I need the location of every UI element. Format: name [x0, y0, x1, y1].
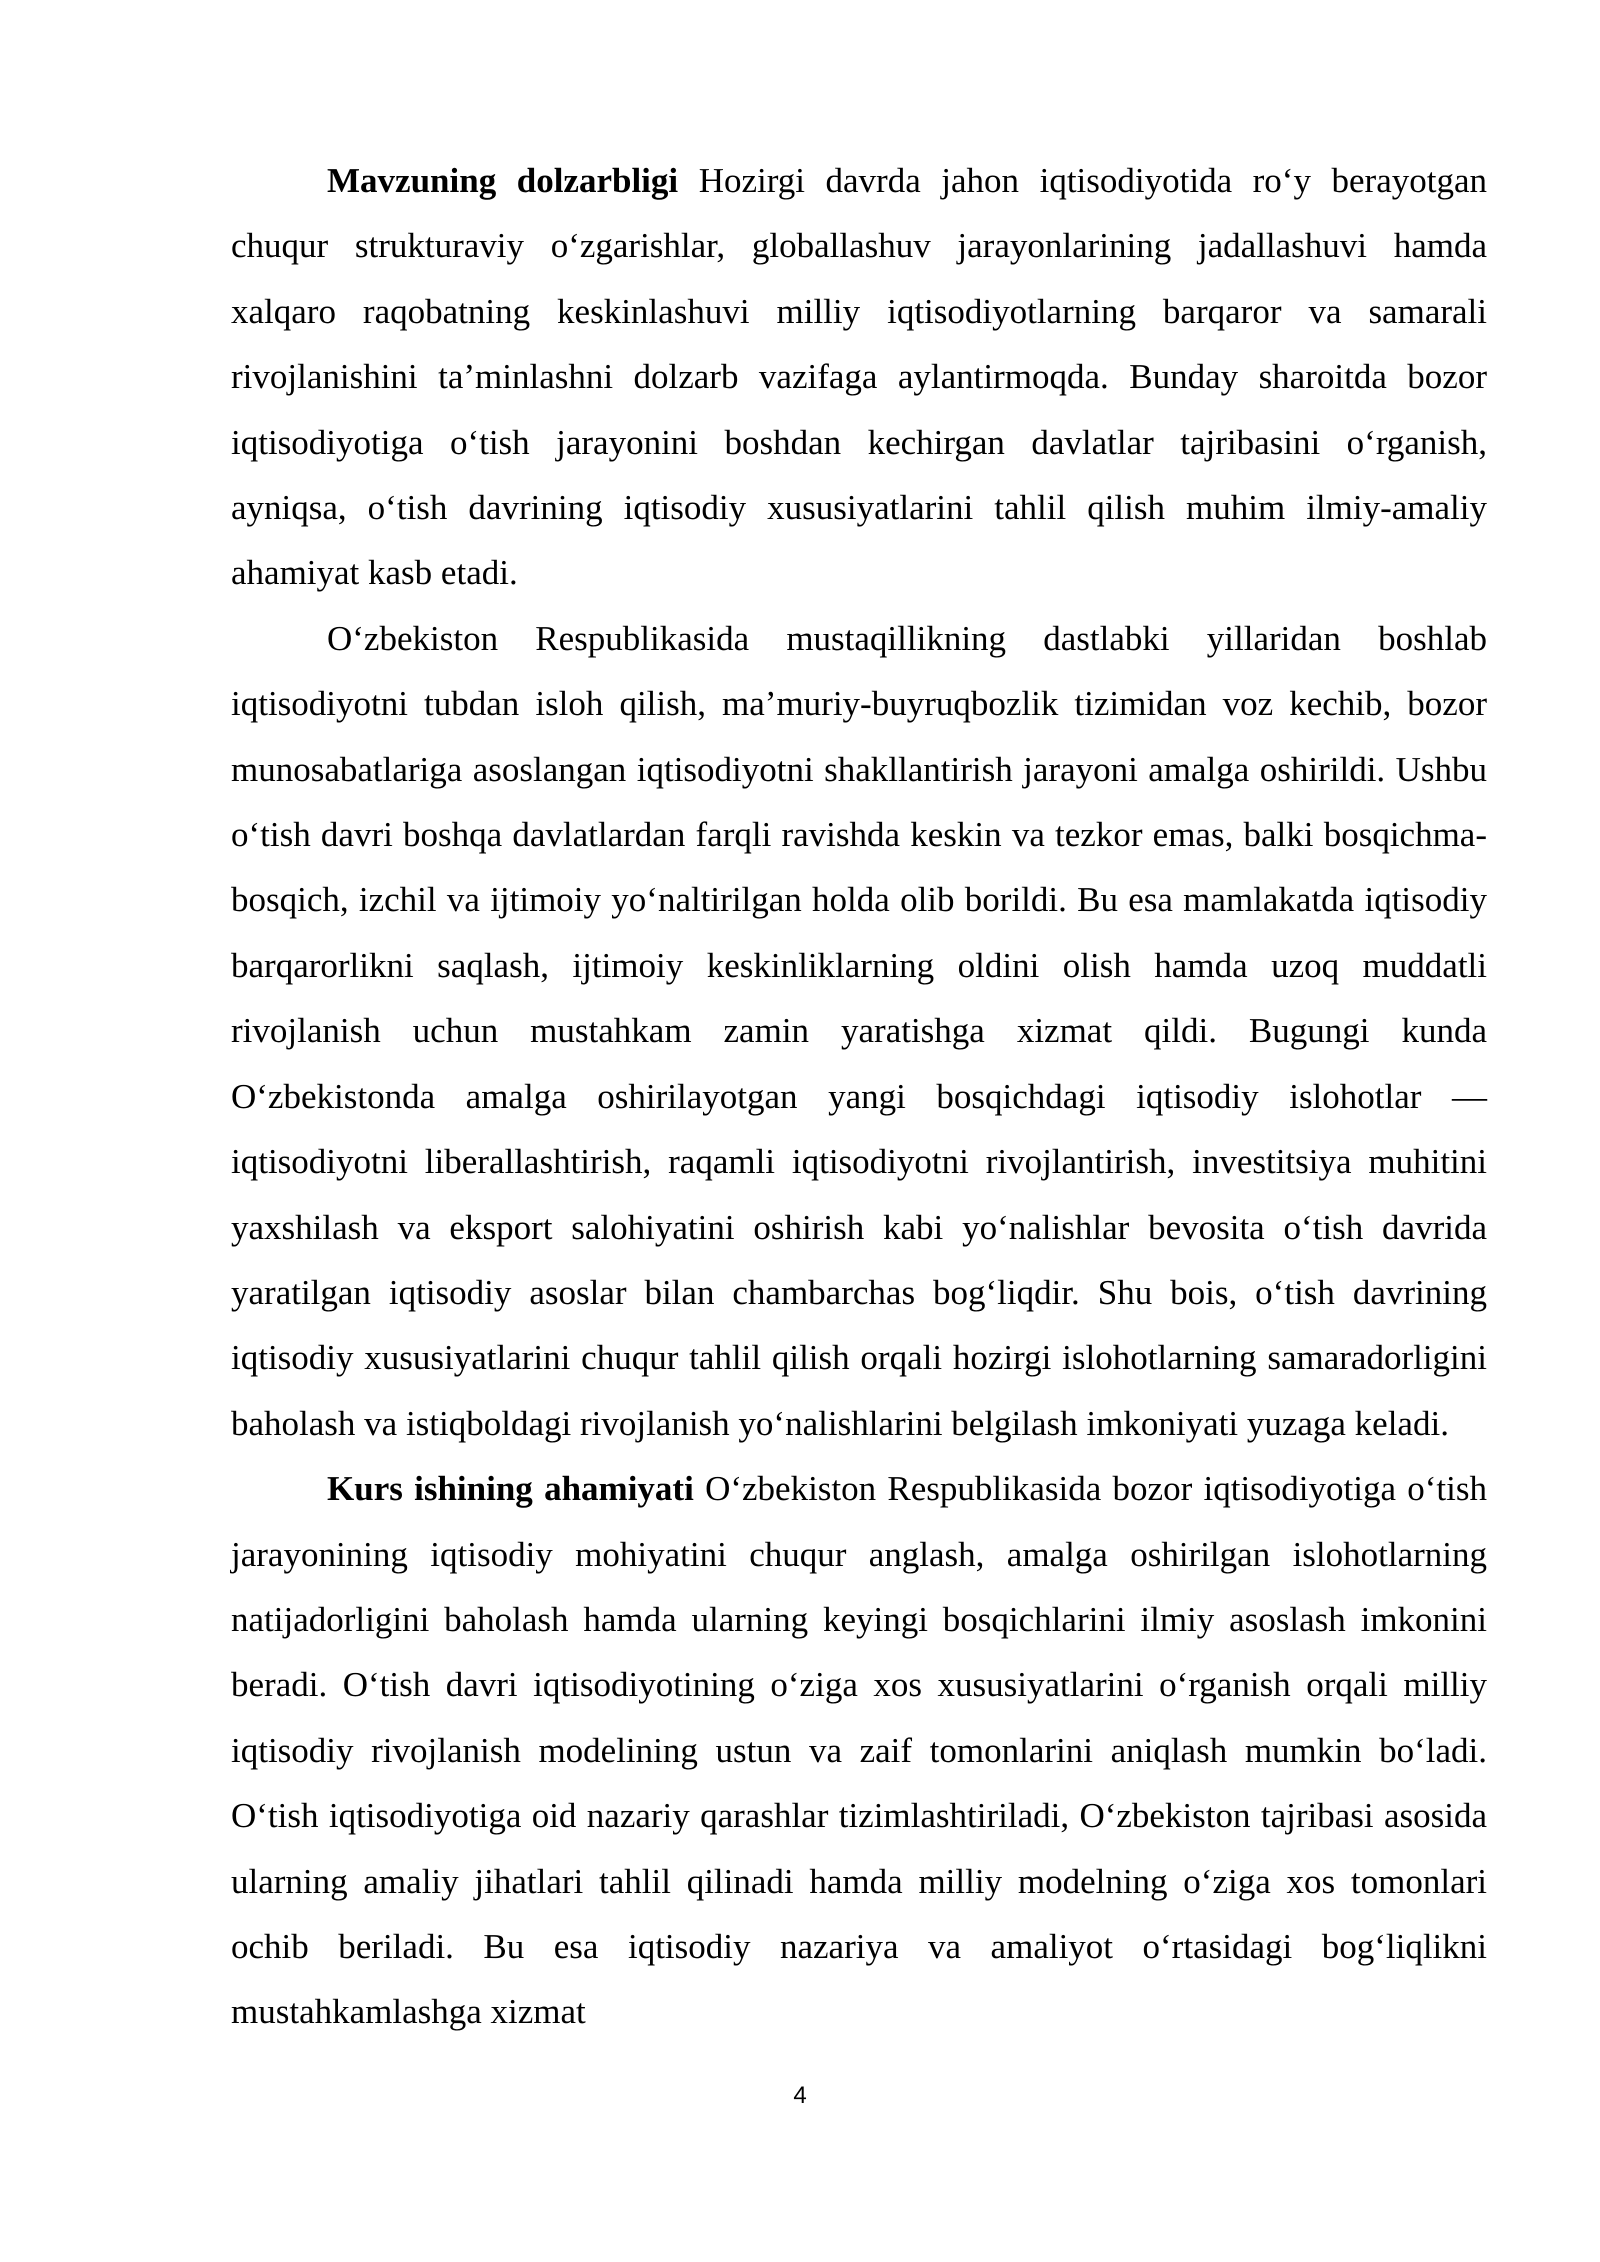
paragraph-relevance [231, 148, 1487, 606]
paragraph-importance-text: O‘zbekiston Respublikasida bozor iqtisodiyotiga o‘tish jarayonining iqtisodiy mohiyatini chuqur anglash, amalga oshirilgan islohotlarning natijadorligini baholash hamda ularning keyingi bosqichlarini ilmiy asoslash imkonini beradi. O‘tish davri iqtisodiyotining o‘ziga xos xususiyatlarini o‘rganish orqali milliy iqtisodiy rivojlanish modelining ustun va zaif tomonlarini aniqlash mumkin bo‘ladi. O‘tish iqtisodiyotiga oid nazariy qarashlar tizimlashtiriladi, O‘zbekiston tajribasi asosida ularning amaliy jihatlari tahlil qilinadi hamda milliy modelning o‘ziga xos tomonlari ochib beriladi. Bu esa iqtisodiy nazariya va amaliyot o‘rtasidagi bog‘liqlikni mustahkamlashga xizmat [231, 1469, 1487, 2032]
heading-mavzuning-dolzarbligi: Mavzuning dolzarbligi [327, 161, 679, 200]
heading-kurs-ishining-ahamiyati: Kurs ishining ahamiyati [327, 1469, 694, 1509]
document-page-body [231, 148, 1487, 2045]
paragraph-uzbekistan-transition [231, 606, 1487, 1456]
paragraph-relevance-text: Hozirgi davrda jahon iqtisodiyotida ro‘y berayotgan chuqur strukturaviy o‘zgarishlar, globallashuv jarayonlarining jadallashuvi hamda xalqaro raqobatning keskinlashuvi milliy iqtisodiyotlarning barqaror va samarali rivojlanishini ta’minlashni dolzarb vazifaga aylantirmoqda. Bunday sharoitda bozor iqtisodiyotiga o‘tish jarayonini boshdan kechirgan davlatlar tajribasini o‘rganish, ayniqsa, o‘tish davrining iqtisodiy xususiyatlarini tahlil qilish muhim ilmiy-amaliy ahamiyat kasb etadi. [231, 161, 1487, 593]
page-number: 4 [793, 2082, 807, 2109]
paragraph-importance [231, 1456, 1487, 2045]
paragraph-uzbekistan-transition-text: O‘zbekiston Respublikasida mustaqillikning dastlabki yillaridan boshlab iqtisodiyotni tubdan isloh qilish, ma’muriy-buyruqbozlik tizimidan voz kechib, bozor munosabatlariga asoslangan iqtisodiyotni shakllantirish jarayoni amalga oshirildi. Ushbu o‘tish davri boshqa davlatlardan farqli ravishda keskin va tezkor emas, balki bosqichma-bosqich, izchil va ijtimoiy yo‘naltirilgan holda olib borildi. Bu esa mamlakatda iqtisodiy barqarorlikni saqlash, ijtimoiy keskinliklarning oldini olish hamda uzoq muddatli rivojlanish uchun mustahkam zamin yaratishga xizmat qildi. Bugungi kunda O‘zbekistonda amalga oshirilayotgan yangi bosqichdagi iqtisodiy islohotlar — iqtisodiyotni liberallashtirish, raqamli iqtisodiyotni rivojlantirish, investitsiya muhitini yaxshilash va eksport salohiyatini oshirish kabi yo‘nalishlar bevosita o‘tish davrida yaratilgan iqtisodiy asoslar bilan chambarchas bog‘liqdir. Shu bois, o‘tish davrining iqtisodiy xususiyatlarini chuqur tahlil qilish orqali hozirgi islohotlarning samaradorligini baholash va istiqboldagi rivojlanish yo‘nalishlarini belgilash imkoniyati yuzaga keladi. [231, 618, 1487, 1443]
